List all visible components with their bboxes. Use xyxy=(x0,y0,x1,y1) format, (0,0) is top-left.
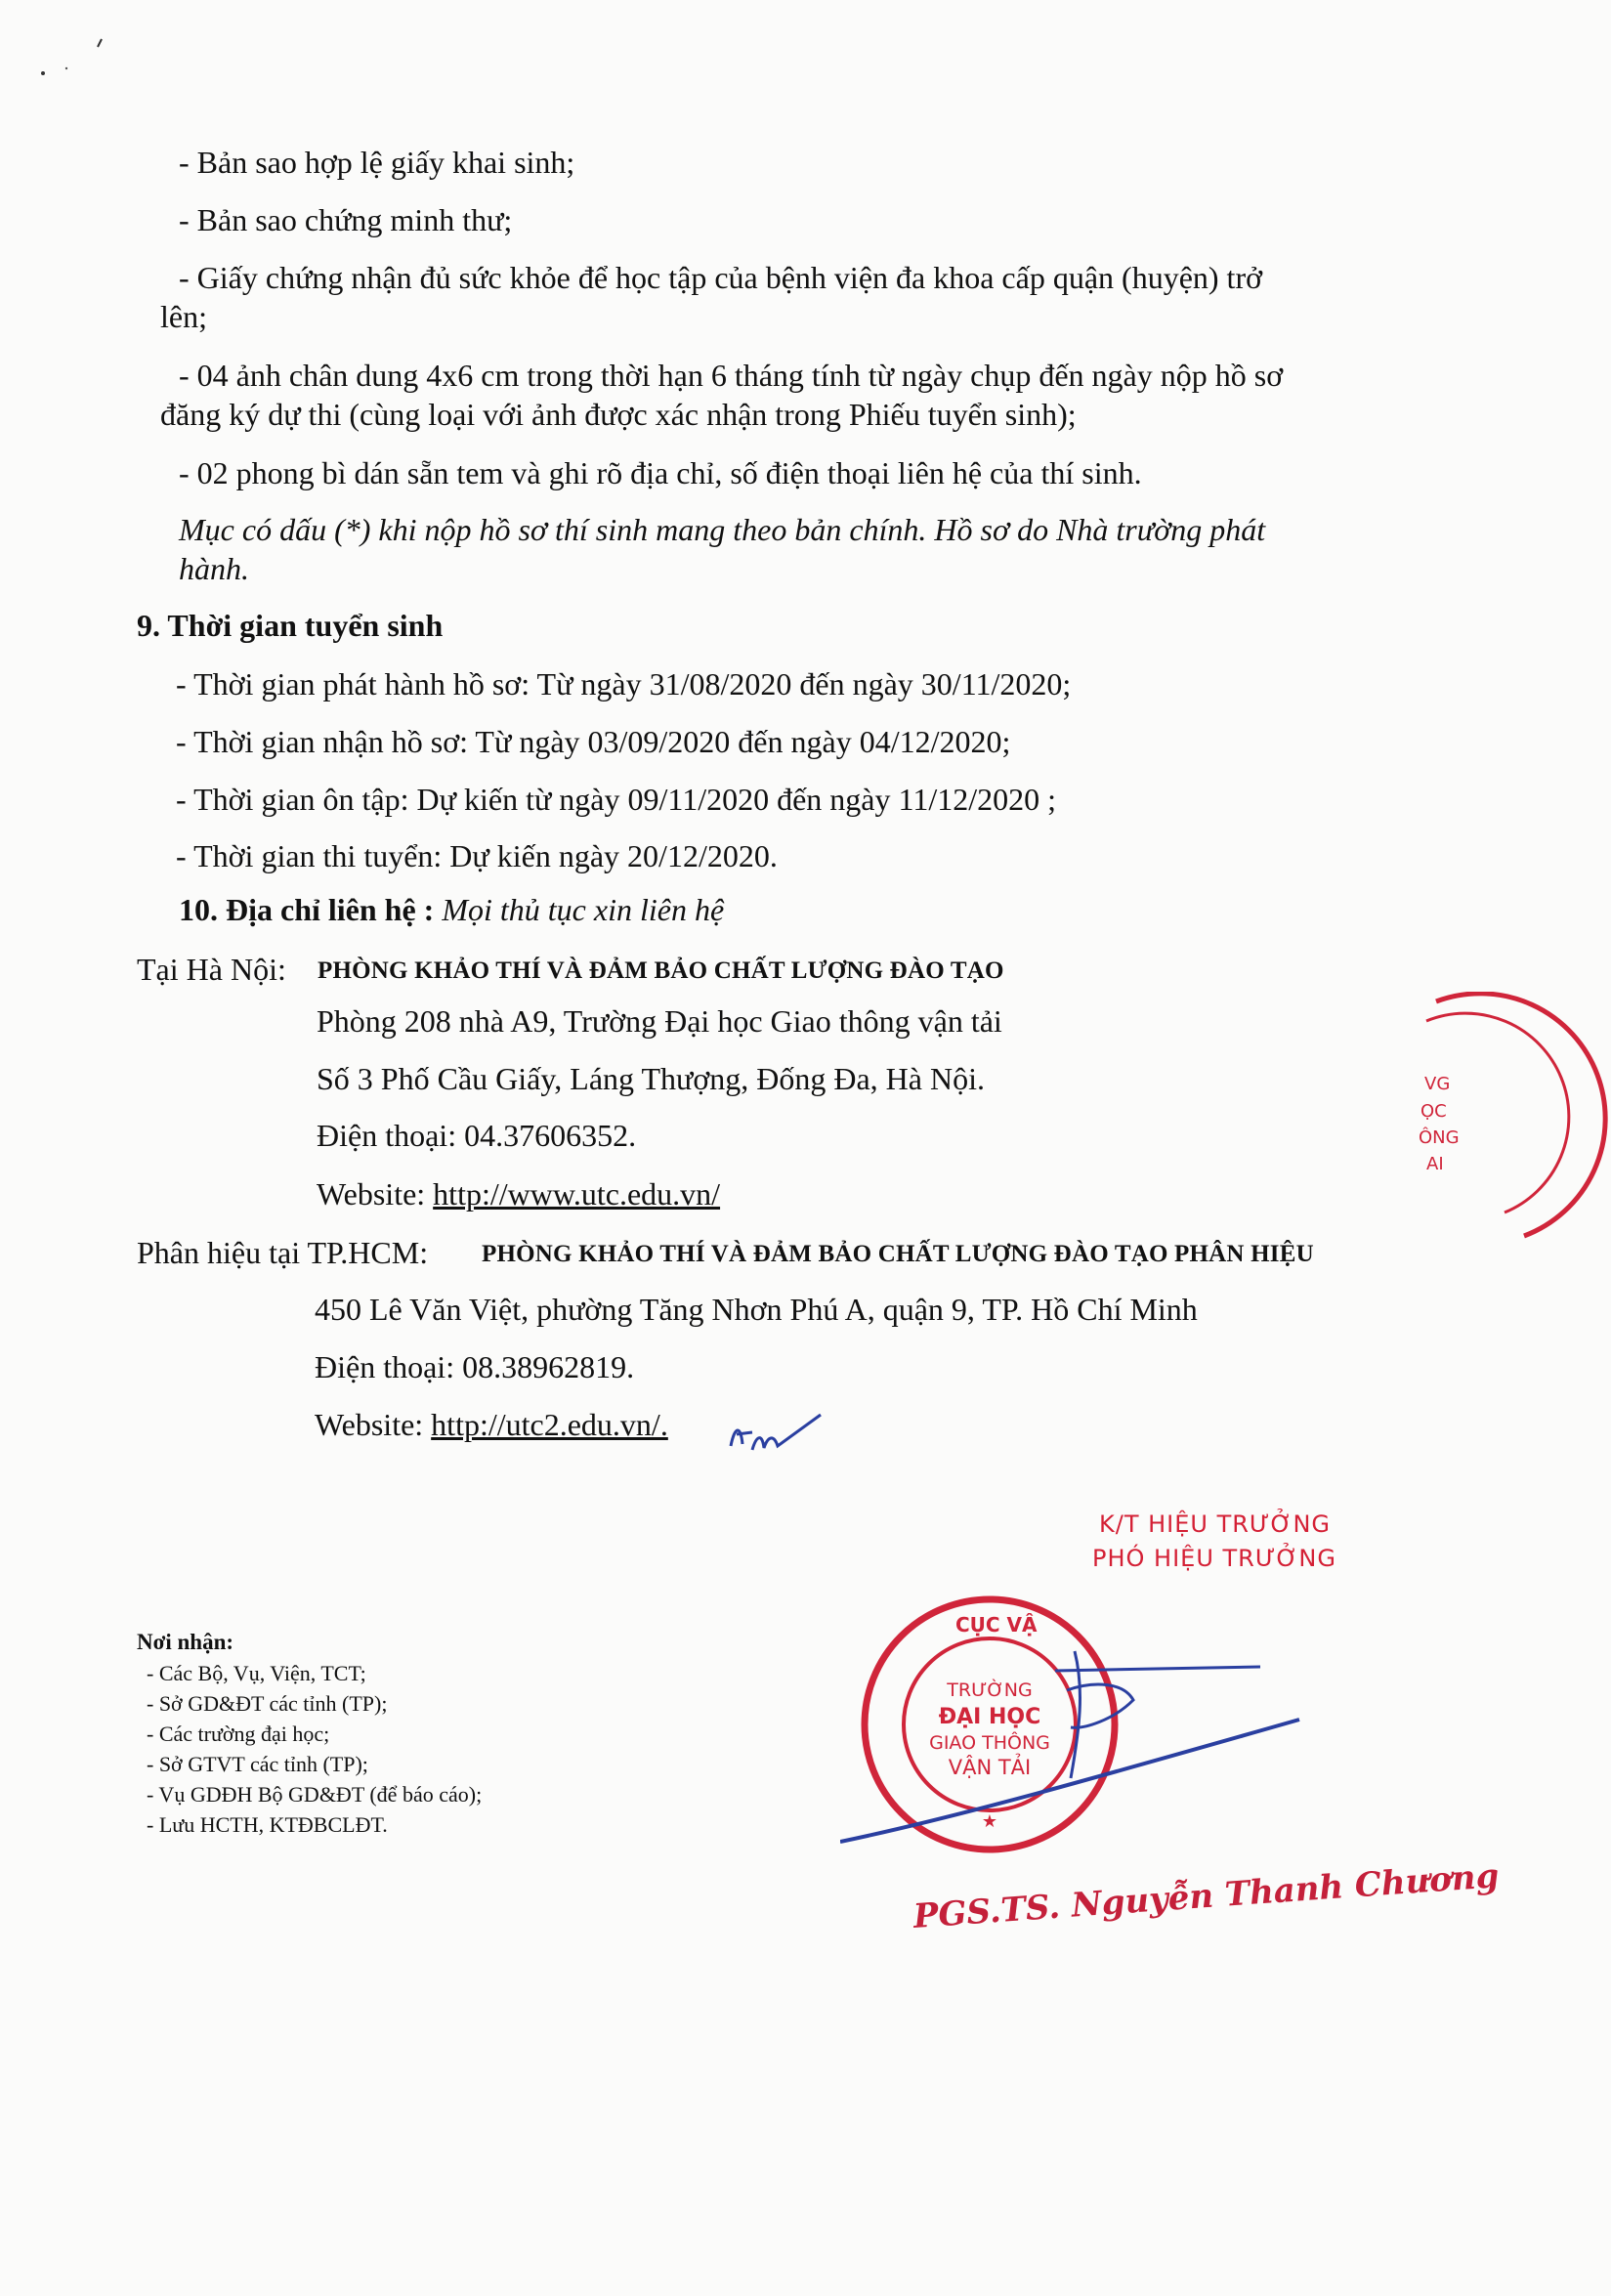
recipient-item: - Các Bộ, Vụ, Viện, TCT; xyxy=(147,1661,366,1685)
hanoi-office: PHÒNG KHẢO THÍ VÀ ĐẢM BẢO CHẤT LƯỢNG ĐÀO TẠO xyxy=(318,957,1004,984)
recipient-item: - Sở GD&ĐT các tỉnh (TP); xyxy=(147,1691,388,1716)
hcm-website-label: Website: xyxy=(315,1407,424,1442)
hanoi-address: Số 3 Phố Cầu Giấy, Láng Thượng, Đống Đa, Hà Nội. xyxy=(317,1061,985,1096)
initials-scribble xyxy=(723,1407,830,1466)
hanoi-label: Tại Hà Nội: xyxy=(137,952,286,987)
seal-text-line: GIAO THÔNG xyxy=(929,1732,1050,1754)
hcm-website-link[interactable]: http://utc2.edu.vn/. xyxy=(431,1407,668,1442)
svg-text:AI: AI xyxy=(1426,1154,1444,1174)
hanoi-website-line xyxy=(317,1174,720,1213)
margin-stamp-partial xyxy=(1407,992,1611,1246)
seal-text-line: VẬN TẢI xyxy=(948,1756,1032,1779)
recipient-item: - Các trường đại học; xyxy=(147,1722,330,1746)
section-10-heading-note: Mọi thủ tục xin liên hệ xyxy=(442,892,725,927)
svg-text:★: ★ xyxy=(981,1811,998,1831)
svg-text:ÔNG: ÔNG xyxy=(1419,1127,1460,1148)
recipient-item: - Vụ GDĐH Bộ GD&ĐT (để báo cáo); xyxy=(147,1782,483,1807)
signature-title-kt: K/T HIỆU TRƯỞNG xyxy=(1099,1510,1331,1538)
svg-text:ỌC: ỌC xyxy=(1420,1101,1447,1122)
scan-specks xyxy=(29,29,117,88)
recipient-item: - Sở GTVT các tỉnh (TP); xyxy=(147,1752,368,1776)
section-9-item: - Thời gian nhận hồ sơ: Từ ngày 03/09/2020 đến ngày 04/12/2020; xyxy=(176,724,1011,759)
recipient-item: - Lưu HCTH, KTĐBCLĐT. xyxy=(147,1812,388,1837)
doc-birth-certificate: - Bản sao hợp lệ giấy khai sinh; xyxy=(179,145,575,180)
hcm-address: 450 Lê Văn Việt, phường Tăng Nhơn Phú A, quận 9, TP. Hồ Chí Minh xyxy=(315,1292,1198,1327)
section-9-item: - Thời gian phát hành hồ sơ: Từ ngày 31/08/2020 đến ngày 30/11/2020; xyxy=(176,666,1072,702)
handwritten-signature xyxy=(840,1612,1309,1866)
svg-text:VG: VG xyxy=(1424,1074,1451,1094)
section-9-heading: 9. Thời gian tuyển sinh xyxy=(137,608,444,643)
doc-note-cont: hành. xyxy=(179,551,249,586)
hcm-label: Phân hiệu tại TP.HCM: xyxy=(137,1235,429,1270)
hanoi-room: Phòng 208 nhà A9, Trường Đại học Giao thông vận tải xyxy=(317,1003,1002,1039)
doc-health-certificate: - Giấy chứng nhận đủ sức khỏe để học tập của bệnh viện đa khoa cấp quận (huyện) trở xyxy=(179,260,1263,295)
hcm-phone: Điện thoại: 08.38962819. xyxy=(315,1349,635,1384)
signature-title-deputy: PHÓ HIỆU TRƯỞNG xyxy=(1092,1545,1336,1572)
doc-health-certificate-cont: lên; xyxy=(160,299,207,334)
doc-photos: - 04 ảnh chân dung 4x6 cm trong thời hạn 6 tháng tính từ ngày chụp đến ngày nộp hồ sơ xyxy=(179,358,1284,393)
seal-text-line: ĐẠI HỌC xyxy=(938,1705,1041,1729)
doc-id-card: - Bản sao chứng minh thư; xyxy=(179,202,513,237)
seal-text-line: TRƯỜNG xyxy=(947,1679,1033,1701)
hanoi-phone: Điện thoại: 04.37606352. xyxy=(317,1118,637,1153)
svg-text:CỤC VẬ: CỤC VẬ xyxy=(955,1613,1038,1637)
hanoi-website-link[interactable]: http://www.utc.edu.vn/ xyxy=(433,1176,721,1212)
doc-photos-cont: đăng ký dự thi (cùng loại với ảnh được xác nhận trong Phiếu tuyển sinh); xyxy=(160,397,1077,432)
doc-envelopes: - 02 phong bì dán sẵn tem và ghi rõ địa chỉ, số điện thoại liên hệ của thí sinh. xyxy=(179,455,1142,490)
section-9-item: - Thời gian ôn tập: Dự kiến từ ngày 09/11/2020 đến ngày 11/12/2020 ; xyxy=(176,782,1056,817)
section-10-heading: 10. Địa chỉ liên hệ : xyxy=(179,892,435,927)
signatory-name: PGS.TS. Nguyễn Thanh Chương xyxy=(911,1856,1501,1936)
recipients-title: Nơi nhận: xyxy=(137,1630,234,1654)
section-10-heading-line xyxy=(179,890,724,929)
hcm-website-line xyxy=(315,1405,668,1444)
doc-note: Mục có dấu (*) khi nộp hồ sơ thí sinh mang theo bản chính. Hồ sơ do Nhà trường phát xyxy=(179,512,1266,547)
hcm-office: PHÒNG KHẢO THÍ VÀ ĐẢM BẢO CHẤT LƯỢNG ĐÀO TẠO PHÂN HIỆU xyxy=(482,1241,1314,1267)
section-9-item: - Thời gian thi tuyển: Dự kiến ngày 20/12/2020. xyxy=(176,838,778,873)
hanoi-website-label: Website: xyxy=(317,1176,426,1212)
